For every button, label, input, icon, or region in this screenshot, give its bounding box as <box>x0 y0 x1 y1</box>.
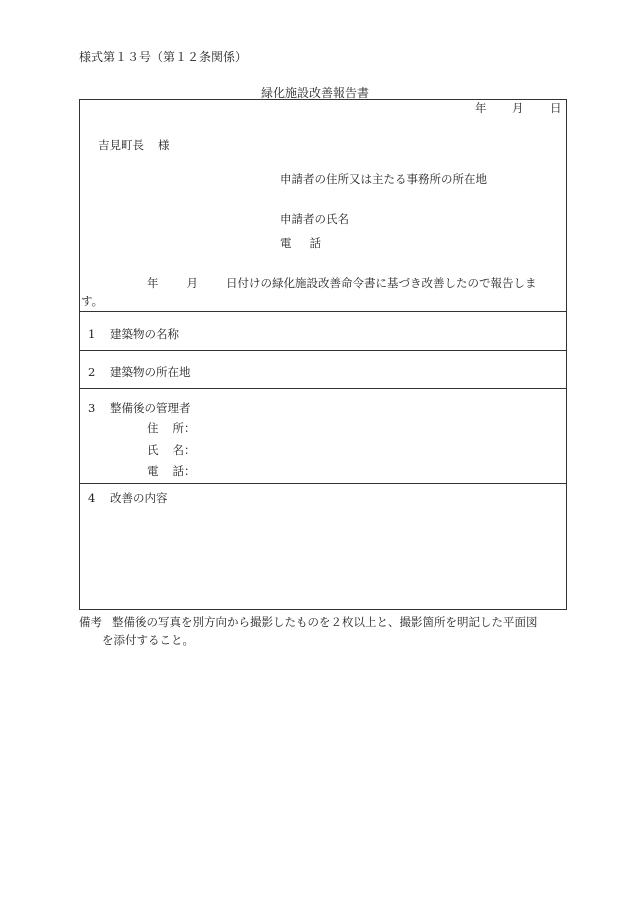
notes-label: 備考 <box>79 615 102 629</box>
date-year-label: 年 <box>475 101 487 115</box>
notes-line-1 <box>79 614 538 630</box>
item-1-building-name <box>88 326 179 342</box>
item-3-address-char1: 住 <box>147 421 159 435</box>
item-3-name-char2: 名： <box>172 443 196 457</box>
applicant-phone-char2: 話 <box>309 236 321 250</box>
item-1-label: 建築物の名称 <box>110 327 179 341</box>
item-3-label: 整備後の管理者 <box>110 401 191 415</box>
addressee-name: 吉見町長 <box>98 138 144 152</box>
item-2-number: 2 <box>88 365 96 379</box>
applicant-address-label: 申請者の住所又は主たる事務所の所在地 <box>280 172 487 186</box>
report-form-table <box>79 99 567 610</box>
statement-month: 月 <box>186 276 198 290</box>
item-2-label: 建築物の所在地 <box>110 365 191 379</box>
statement-year: 年 <box>147 276 159 290</box>
item-3-phone-label <box>147 463 196 479</box>
applicant-phone-char1: 電 <box>280 236 292 250</box>
statement-line-2: す。 <box>81 294 104 308</box>
item-3-phone-char2: 話： <box>172 464 196 478</box>
item-4-improvement-details <box>88 490 168 506</box>
addressee <box>98 137 170 153</box>
item-4-label: 改善の内容 <box>110 491 168 505</box>
row-divider <box>80 483 566 484</box>
row-divider <box>80 388 566 389</box>
row-divider <box>80 350 566 351</box>
applicant-phone-label <box>280 235 321 251</box>
applicant-name-label: 申請者の氏名 <box>280 212 349 226</box>
notes-line-2: を添付すること。 <box>102 633 194 647</box>
date-day-label: 日 <box>550 101 562 115</box>
document-title: 緑化施設改善報告書 <box>260 86 369 100</box>
statement-line-1 <box>147 275 537 291</box>
item-3-manager <box>88 400 191 416</box>
statement-text-1: 日付けの緑化施設改善命令書に基づき改善したので報告しま <box>226 276 537 290</box>
item-3-name-char1: 氏 <box>147 443 159 457</box>
item-1-number: 1 <box>88 327 96 341</box>
notes-text-1: 整備後の写真を別方向から撮影したものを２枚以上と、撮影箇所を明記した平面図 <box>112 615 538 629</box>
form-number: 様式第１３号（第１２条関係） <box>79 50 248 64</box>
item-3-number: 3 <box>88 401 96 415</box>
item-3-address-char2: 所： <box>172 421 196 435</box>
item-4-number: 4 <box>88 491 96 505</box>
item-3-name-label <box>147 442 196 458</box>
row-divider <box>80 311 566 312</box>
date-month-label: 月 <box>512 101 524 115</box>
item-3-phone-char1: 電 <box>147 464 159 478</box>
item-3-address-label <box>147 420 196 436</box>
addressee-honorific: 様 <box>158 138 170 152</box>
item-2-building-location <box>88 364 191 380</box>
